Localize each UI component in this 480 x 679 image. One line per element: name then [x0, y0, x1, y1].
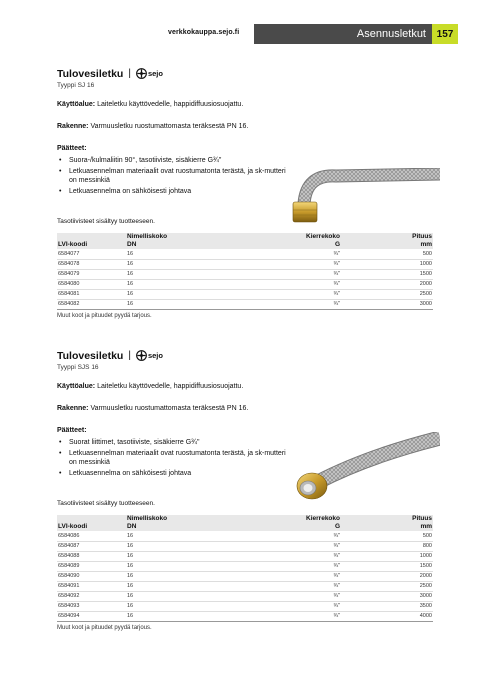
cell-dn: 16: [126, 601, 289, 611]
cell-lvi-code: 6584088: [57, 551, 126, 561]
cell-length: 2500: [341, 289, 433, 299]
col-header-size-unit: DN: [127, 523, 137, 530]
cell-length: 2000: [341, 571, 433, 581]
cell-thread: ¾": [289, 551, 341, 561]
cell-thread: ¾": [289, 269, 341, 279]
cell-dn: 16: [126, 531, 289, 541]
cell-thread: ¾": [289, 531, 341, 541]
cell-thread: ¾": [289, 249, 341, 259]
cell-length: 800: [341, 541, 433, 551]
usage-paragraph: [57, 100, 433, 109]
cell-dn: 16: [126, 541, 289, 551]
table-row: [57, 249, 433, 259]
product-title: Tulovesiletku: [57, 67, 124, 80]
cell-thread: ¾": [289, 591, 341, 601]
col-header-code: LVI-koodi: [58, 241, 88, 248]
cell-thread: ¾": [289, 581, 341, 591]
table-row: [57, 259, 433, 269]
table-row: [57, 581, 433, 591]
cell-dn: 16: [126, 571, 289, 581]
cell-dn: 16: [126, 249, 289, 259]
col-header-size-top: Nimelliskoko: [127, 233, 168, 240]
table-footnote: Muut koot ja pituudet pyydä tarjous.: [57, 624, 152, 631]
col-header-thread-top: Kierrekoko: [306, 233, 340, 240]
cell-lvi-code: 6584087: [57, 541, 126, 551]
product-title-row: [57, 349, 433, 362]
cell-thread: ¾": [289, 259, 341, 269]
table-row: [57, 289, 433, 299]
table-row: [57, 591, 433, 601]
col-header-code: LVI-koodi: [58, 523, 88, 530]
col-header-thread-unit: G: [334, 241, 340, 248]
product-title: Tulovesiletku: [57, 349, 124, 362]
cell-lvi-code: 6584093: [57, 601, 126, 611]
table-row: [57, 571, 433, 581]
table-header-row-1: [57, 233, 433, 241]
cell-length: 1000: [341, 551, 433, 561]
included-note: Tasotiivisteet sisältyy tuotteeseen.: [57, 218, 155, 225]
cell-dn: 16: [126, 591, 289, 601]
col-header-size-top: Nimelliskoko: [127, 515, 168, 522]
structure-paragraph: [57, 404, 433, 413]
col-header-length-unit: mm: [420, 523, 432, 530]
title-separator: |: [128, 350, 131, 361]
structure-label: Rakenne:: [57, 123, 89, 130]
cell-dn: 16: [126, 611, 289, 621]
cell-dn: 16: [126, 561, 289, 571]
cell-lvi-code: 6584086: [57, 531, 126, 541]
col-header-thread-unit: G: [334, 523, 340, 530]
cell-lvi-code: 6584092: [57, 591, 126, 601]
col-header-length-top: Pituus: [412, 233, 432, 240]
table-footnote: Muut koot ja pituudet pyydä tarjous.: [57, 312, 152, 319]
title-separator: |: [128, 68, 131, 79]
ends-list: [57, 438, 289, 478]
col-header-code-top: [57, 515, 126, 523]
cell-lvi-code: 6584081: [57, 289, 126, 299]
brand-logo: [136, 350, 163, 361]
product-title-row: [57, 67, 433, 80]
list-item: • Letkuasennelman materiaalit ovat ruostumatonta terästä, ja sk-mutteri on messinkiä: [57, 449, 289, 467]
usage-text: Laiteletku käyttövedelle, happidiffuusiosuojattu.: [97, 101, 244, 108]
structure-paragraph: [57, 122, 433, 131]
cell-lvi-code: 6584091: [57, 581, 126, 591]
cell-dn: 16: [126, 289, 289, 299]
cell-thread: ¾": [289, 571, 341, 581]
cell-dn: 16: [126, 269, 289, 279]
cell-lvi-code: 6584080: [57, 279, 126, 289]
ends-heading: Päätteet:: [57, 145, 87, 152]
structure-text: Varmuusletku ruostumattomasta teräksestä PN 16.: [90, 123, 249, 130]
cell-length: 1000: [341, 259, 433, 269]
cell-thread: ¾": [289, 601, 341, 611]
included-note: Tasotiivisteet sisältyy tuotteeseen.: [57, 500, 155, 507]
cell-thread: ¾": [289, 561, 341, 571]
cell-lvi-code: 6584089: [57, 561, 126, 571]
page-header: [0, 24, 480, 44]
table-row: [57, 299, 433, 309]
col-header-size-unit: DN: [127, 241, 137, 248]
table-row: [57, 279, 433, 289]
usage-label: Käyttöalue:: [57, 101, 96, 108]
ends-heading: Päätteet:: [57, 427, 87, 434]
table-header-row-2: [57, 523, 433, 531]
cell-length: 2000: [341, 279, 433, 289]
list-item: • Suora-/kulmaliitin 90°, tasotiiviste, sisäkierre G¾": [57, 156, 289, 165]
cell-dn: 16: [126, 581, 289, 591]
cell-lvi-code: 6584094: [57, 611, 126, 621]
cell-thread: ¾": [289, 611, 341, 621]
cell-length: 3500: [341, 601, 433, 611]
brand-name: sejo: [147, 351, 163, 360]
cell-dn: 16: [126, 279, 289, 289]
straight-braided-hose-icon: [288, 432, 440, 500]
cell-length: 4000: [341, 611, 433, 621]
table-row: [57, 551, 433, 561]
cell-length: 500: [341, 531, 433, 541]
table-row: [57, 269, 433, 279]
cell-thread: ¾": [289, 541, 341, 551]
col-header-code-top: [57, 233, 126, 241]
cell-length: 1500: [341, 269, 433, 279]
structure-text: Varmuusletku ruostumattomasta teräksestä PN 16.: [90, 405, 249, 412]
cell-lvi-code: 6584090: [57, 571, 126, 581]
usage-label: Käyttöalue:: [57, 383, 96, 390]
cell-length: 1500: [341, 561, 433, 571]
sejo-logo-icon: [136, 68, 147, 79]
cell-thread: ¾": [289, 279, 341, 289]
table-row: [57, 531, 433, 541]
cell-length: 3000: [341, 299, 433, 309]
col-header-length-unit: mm: [420, 241, 432, 248]
cell-thread: ¾": [289, 289, 341, 299]
table-row: [57, 561, 433, 571]
list-item: • Letkuasennelma on sähköisesti johtava: [57, 469, 289, 478]
elbow-braided-hose-icon: [280, 168, 440, 228]
list-item: • Letkuasennelman materiaalit ovat ruostumatonta terästä, ja sk-mutteri on messinkiä: [57, 167, 289, 185]
cell-lvi-code: 6584078: [57, 259, 126, 269]
list-item: • Suorat liittimet, tasotiiviste, sisäkierre G¾": [57, 438, 289, 447]
col-header-length-top: Pituus: [412, 515, 432, 522]
cell-dn: 16: [126, 259, 289, 269]
product-table: [57, 515, 433, 622]
site-url[interactable]: verkkokauppa.sejo.fi: [168, 29, 240, 36]
cell-length: 3000: [341, 591, 433, 601]
product-type: Tyyppi SJ 16: [57, 82, 95, 89]
cell-lvi-code: 6584082: [57, 299, 126, 309]
usage-paragraph: [57, 382, 433, 391]
cell-dn: 16: [126, 299, 289, 309]
brand-logo: [136, 68, 163, 79]
cell-lvi-code: 6584077: [57, 249, 126, 259]
sejo-logo-icon: [136, 350, 147, 361]
table-row: [57, 601, 433, 611]
table-row: [57, 611, 433, 621]
ends-list: [57, 156, 289, 196]
structure-label: Rakenne:: [57, 405, 89, 412]
cell-length: 2500: [341, 581, 433, 591]
page-number: 157: [432, 24, 458, 44]
cell-lvi-code: 6584079: [57, 269, 126, 279]
table-row: [57, 541, 433, 551]
table-header-row-1: [57, 515, 433, 523]
cell-length: 500: [341, 249, 433, 259]
table-header-row-2: [57, 241, 433, 249]
brand-name: sejo: [147, 69, 163, 78]
cell-dn: 16: [126, 551, 289, 561]
list-item: • Letkuasennelma on sähköisesti johtava: [57, 187, 289, 196]
cell-thread: ¾": [289, 299, 341, 309]
product-type: Tyyppi SJS 16: [57, 364, 99, 371]
product-table: [57, 233, 433, 310]
col-header-thread-top: Kierrekoko: [306, 515, 340, 522]
usage-text: Laiteletku käyttövedelle, happidiffuusiosuojattu.: [97, 383, 244, 390]
section-title: Asennusletkut: [254, 24, 432, 44]
